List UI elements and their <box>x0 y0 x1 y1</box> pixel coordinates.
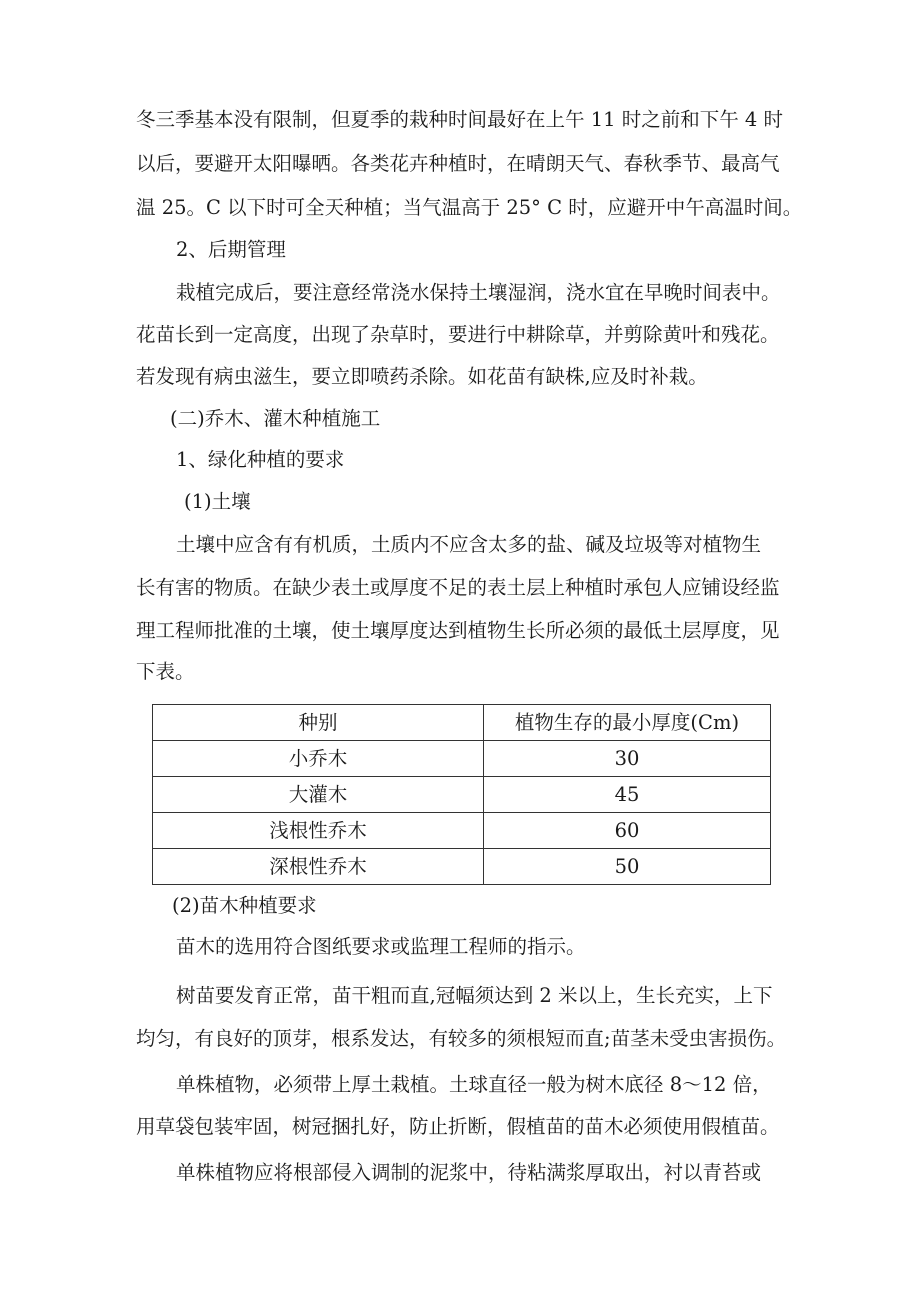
body-line: 下表。 <box>136 660 195 683</box>
table-header-row <box>153 705 771 741</box>
table-cell: 小乔木 <box>153 741 484 777</box>
body-line: 温 25。C 以下时可全天种植；当气温高于 25° C 时，应避开中午高温时间。 <box>136 196 803 219</box>
body-line: 单株植物应将根部侵入调制的泥浆中，待粘满浆厚取出，衬以青苔或 <box>176 1161 762 1184</box>
table-cell: 30 <box>484 741 771 777</box>
body-line: 冬三季基本没有限制，但夏季的栽种时间最好在上午 11 时之前和下午 4 时 <box>136 108 784 131</box>
table-header-cell: 植物生存的最小厚度(Cm) <box>484 705 771 741</box>
table-row <box>153 849 771 885</box>
table-cell: 50 <box>484 849 771 885</box>
table-cell: 大灌木 <box>153 777 484 813</box>
section-heading: 2、后期管理 <box>176 238 286 261</box>
section-heading: (二)乔木、灌木种植施工 <box>170 407 381 430</box>
table-cell: 60 <box>484 813 771 849</box>
table-row <box>153 813 771 849</box>
body-line: 单株植物，必须带上厚土栽植。土球直径一般为树木底径 8～12 倍， <box>176 1073 772 1096</box>
body-line: 用草袋包装牢固，树冠捆扎好，防止折断，假植苗的苗木必须使用假植苗。 <box>136 1115 780 1138</box>
body-line: 长有害的物质。在缺少表土或厚度不足的表土层上种植时承包人应铺设经监 <box>136 576 780 599</box>
subsection-heading: (1)土壤 <box>184 490 251 513</box>
table-cell: 45 <box>484 777 771 813</box>
body-line: 苗木的选用符合图纸要求或监理工程师的指示。 <box>176 935 586 958</box>
body-line: 土壤中应含有有机质，土质内不应含太多的盐、碱及垃圾等对植物生 <box>176 533 762 556</box>
body-line: 栽植完成后，要注意经常浇水保持土壤湿润，浇水宜在早晚时间表中。 <box>176 281 781 304</box>
subsection-heading: 1、绿化种植的要求 <box>176 448 345 471</box>
table-header-cell: 种别 <box>153 705 484 741</box>
body-line: 均匀，有良好的顶芽，根系发达，有较多的须根短而直;苗茎未受虫害损伤。 <box>136 1027 787 1050</box>
table-row <box>153 741 771 777</box>
table-cell: 浅根性乔木 <box>153 813 484 849</box>
body-line: 花苗长到一定高度，出现了杂草时，要进行中耕除草，并剪除黄叶和残花。 <box>136 323 780 346</box>
body-line: 若发现有病虫滋生，要立即喷药杀除。如花苗有缺株,应及时补栽。 <box>136 365 708 388</box>
table-row <box>153 777 771 813</box>
body-line: 理工程师批准的土壤，使土壤厚度达到植物生长所必须的最低土层厚度，见 <box>136 619 780 642</box>
body-line: 以后，要避开太阳曝晒。各类花卉种植时，在晴朗天气、春秋季节、最高气 <box>136 152 780 175</box>
subsection-heading: (2)苗木种植要求 <box>172 894 317 917</box>
soil-thickness-table <box>152 704 771 885</box>
table-cell: 深根性乔木 <box>153 849 484 885</box>
body-line: 树苗要发育正常，苗干粗而直,冠幅须达到 2 米以上，生长充实，上下 <box>176 984 773 1007</box>
